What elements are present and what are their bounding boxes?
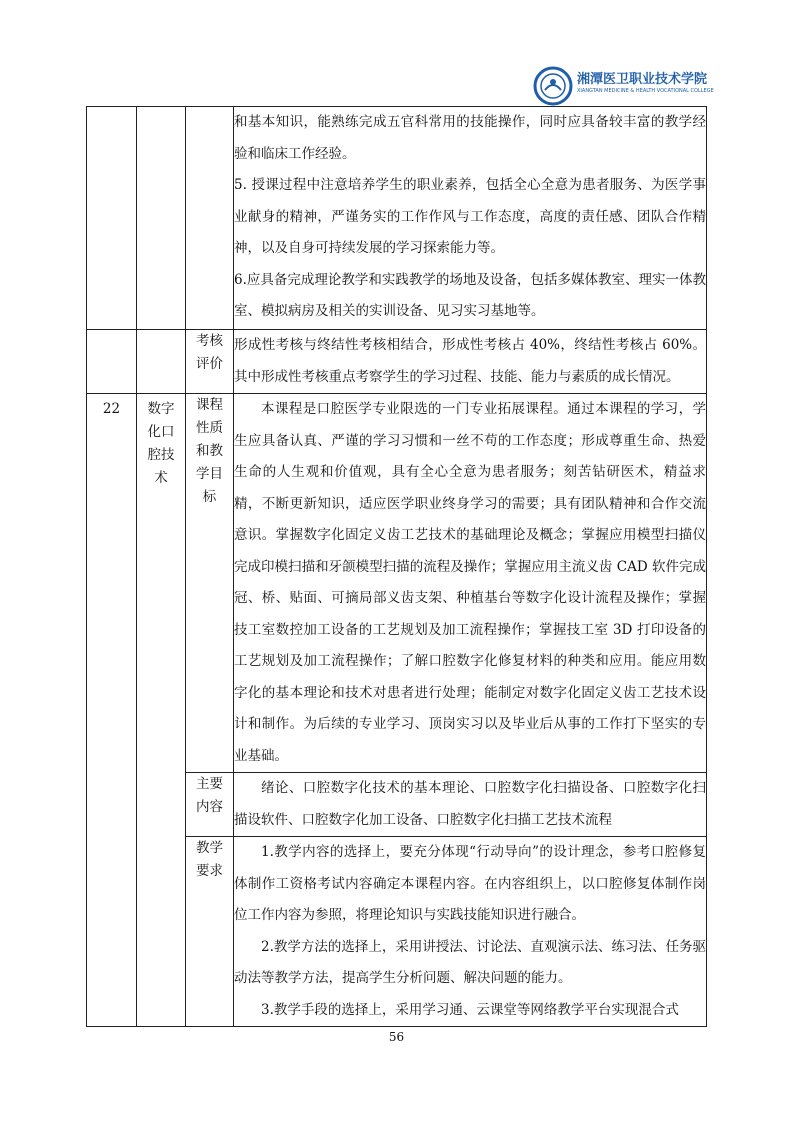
cell-requirements-label bbox=[186, 837, 234, 1027]
course-number: 22 bbox=[102, 401, 121, 417]
cell-number-empty bbox=[87, 107, 137, 330]
content-label: 主要内容 bbox=[196, 776, 223, 815]
table-row-assessment bbox=[87, 330, 707, 394]
goals-text: 本课程是口腔医学专业限选的一门专业拓展课程。通过本课程的学习，学生应具备认真、严谨的学习习惯和一丝不苟的工作态度；形成尊重生命、热爱生命的人生观和价值观，具有全心全意为患者服务；刻苦钻研医术，精益求精，不断更新知识，适应医学职业终身学习的需要；具有团队精神和合作交流意识。掌握数字化固定义齿工艺技术的基础理论及概念；掌握应用模型扫描仪完成印模扫描和牙颌模型扫描的流程及操作；掌握应用主流义齿 CAD 软件完成冠、桥、贴面、可摘局部义齿支架、种植基台等数字化设计流程及操作；掌握技工室数控加工设备的工艺规划及加工流程操作；掌握技工室 3D 打印设备的工艺规划及加工流程操作；了解口腔数字化修复材料的种类和应用。能应用数字化的基本理论和技术对患者进行处理；能制定对数字化固定义齿工艺技术设计和制作。为后续的专业学习、顶岗实习以及毕业后从事的工作打下坚实的专业基础。 bbox=[234, 401, 706, 764]
table-row-course-goals bbox=[87, 394, 707, 773]
requirements-label: 教学要求 bbox=[196, 840, 223, 879]
cell-course-number bbox=[87, 394, 137, 1027]
college-logo bbox=[533, 62, 733, 112]
requirement-paragraph: 2.教学方法的选择上，采用讲授法、讨论法、直观演示法、练习法、任务驱动法等教学方法，提高学生分析问题、解决问题的能力。 bbox=[234, 938, 706, 986]
cell-name-empty bbox=[137, 330, 186, 394]
college-name-english: XIANGTAN MEDICINE & HEALTH VOCATIONAL COLLEGE bbox=[577, 88, 714, 94]
cell-assessment-text bbox=[234, 330, 707, 394]
course-table bbox=[86, 106, 707, 1027]
requirement-paragraph: 6.应具备完成理论教学和实践教学的场地及设备，包括多媒体教室、理实一体教室、模拟病房及相关的实训设备、见习实习基地等。 bbox=[234, 271, 706, 319]
content-text: 绪论、口腔数字化技术的基本理论、口腔数字化扫描设备、口腔数字化扫描设软件、口腔数字化加工设备、口腔数字化扫描工艺技术流程 bbox=[234, 780, 706, 828]
page-number: 56 bbox=[388, 1030, 405, 1044]
assessment-text: 形成性考核与终结性考核相结合，形成性考核占 40%，终结性考核占 60%。其中形成性考核重点考察学生的学习过程、技能、能力与素质的成长情况。 bbox=[234, 337, 706, 385]
requirement-paragraph: 1.教学内容的选择上，要充分体现“行动导向”的设计理念，参考口腔修复体制作工资格考试内容确定本课程内容。在内容组织上，以口腔修复体制作岗位工作内容为参照，将理论知识与实践技能知识进行融合。 bbox=[234, 844, 706, 923]
cell-assessment-label bbox=[186, 330, 234, 394]
requirement-paragraph: 5. 授课过程中注意培养学生的职业素养，包括全心全意为患者服务、为医学事业献身的精神，严谨务实的工作作风与工作态度，高度的责任感、团队合作精神，以及自身可持续发展的学习探索能力等。 bbox=[234, 177, 706, 256]
college-name: 湘潭医卫职业技术学院 bbox=[577, 72, 708, 87]
cell-name-empty bbox=[137, 107, 186, 330]
cell-content-text bbox=[234, 773, 707, 837]
course-name: 数字化口腔技术 bbox=[147, 401, 175, 486]
assessment-label: 考核评价 bbox=[196, 333, 223, 372]
cell-course-name bbox=[137, 394, 186, 1027]
cell-number-empty bbox=[87, 330, 137, 394]
cell-goals-text bbox=[234, 394, 707, 773]
cell-requirements-text bbox=[234, 837, 707, 1027]
goals-label: 课程性质和教学目标 bbox=[196, 397, 223, 505]
requirement-paragraph: 3.教学手段的选择上，采用学习通、云课堂等网络教学平台实现混合式 bbox=[261, 1001, 679, 1018]
cell-requirements-continued bbox=[234, 107, 707, 330]
cell-content-label bbox=[186, 773, 234, 837]
college-emblem-icon bbox=[533, 66, 573, 106]
table-row-requirements-continued bbox=[87, 107, 707, 330]
cell-label-empty bbox=[186, 107, 234, 330]
requirement-paragraph: 和基本知识，能熟练完成五官科常用的技能操作，同时应具备较丰富的教学经验和临床工作经验。 bbox=[234, 114, 706, 162]
cell-goals-label bbox=[186, 394, 234, 773]
